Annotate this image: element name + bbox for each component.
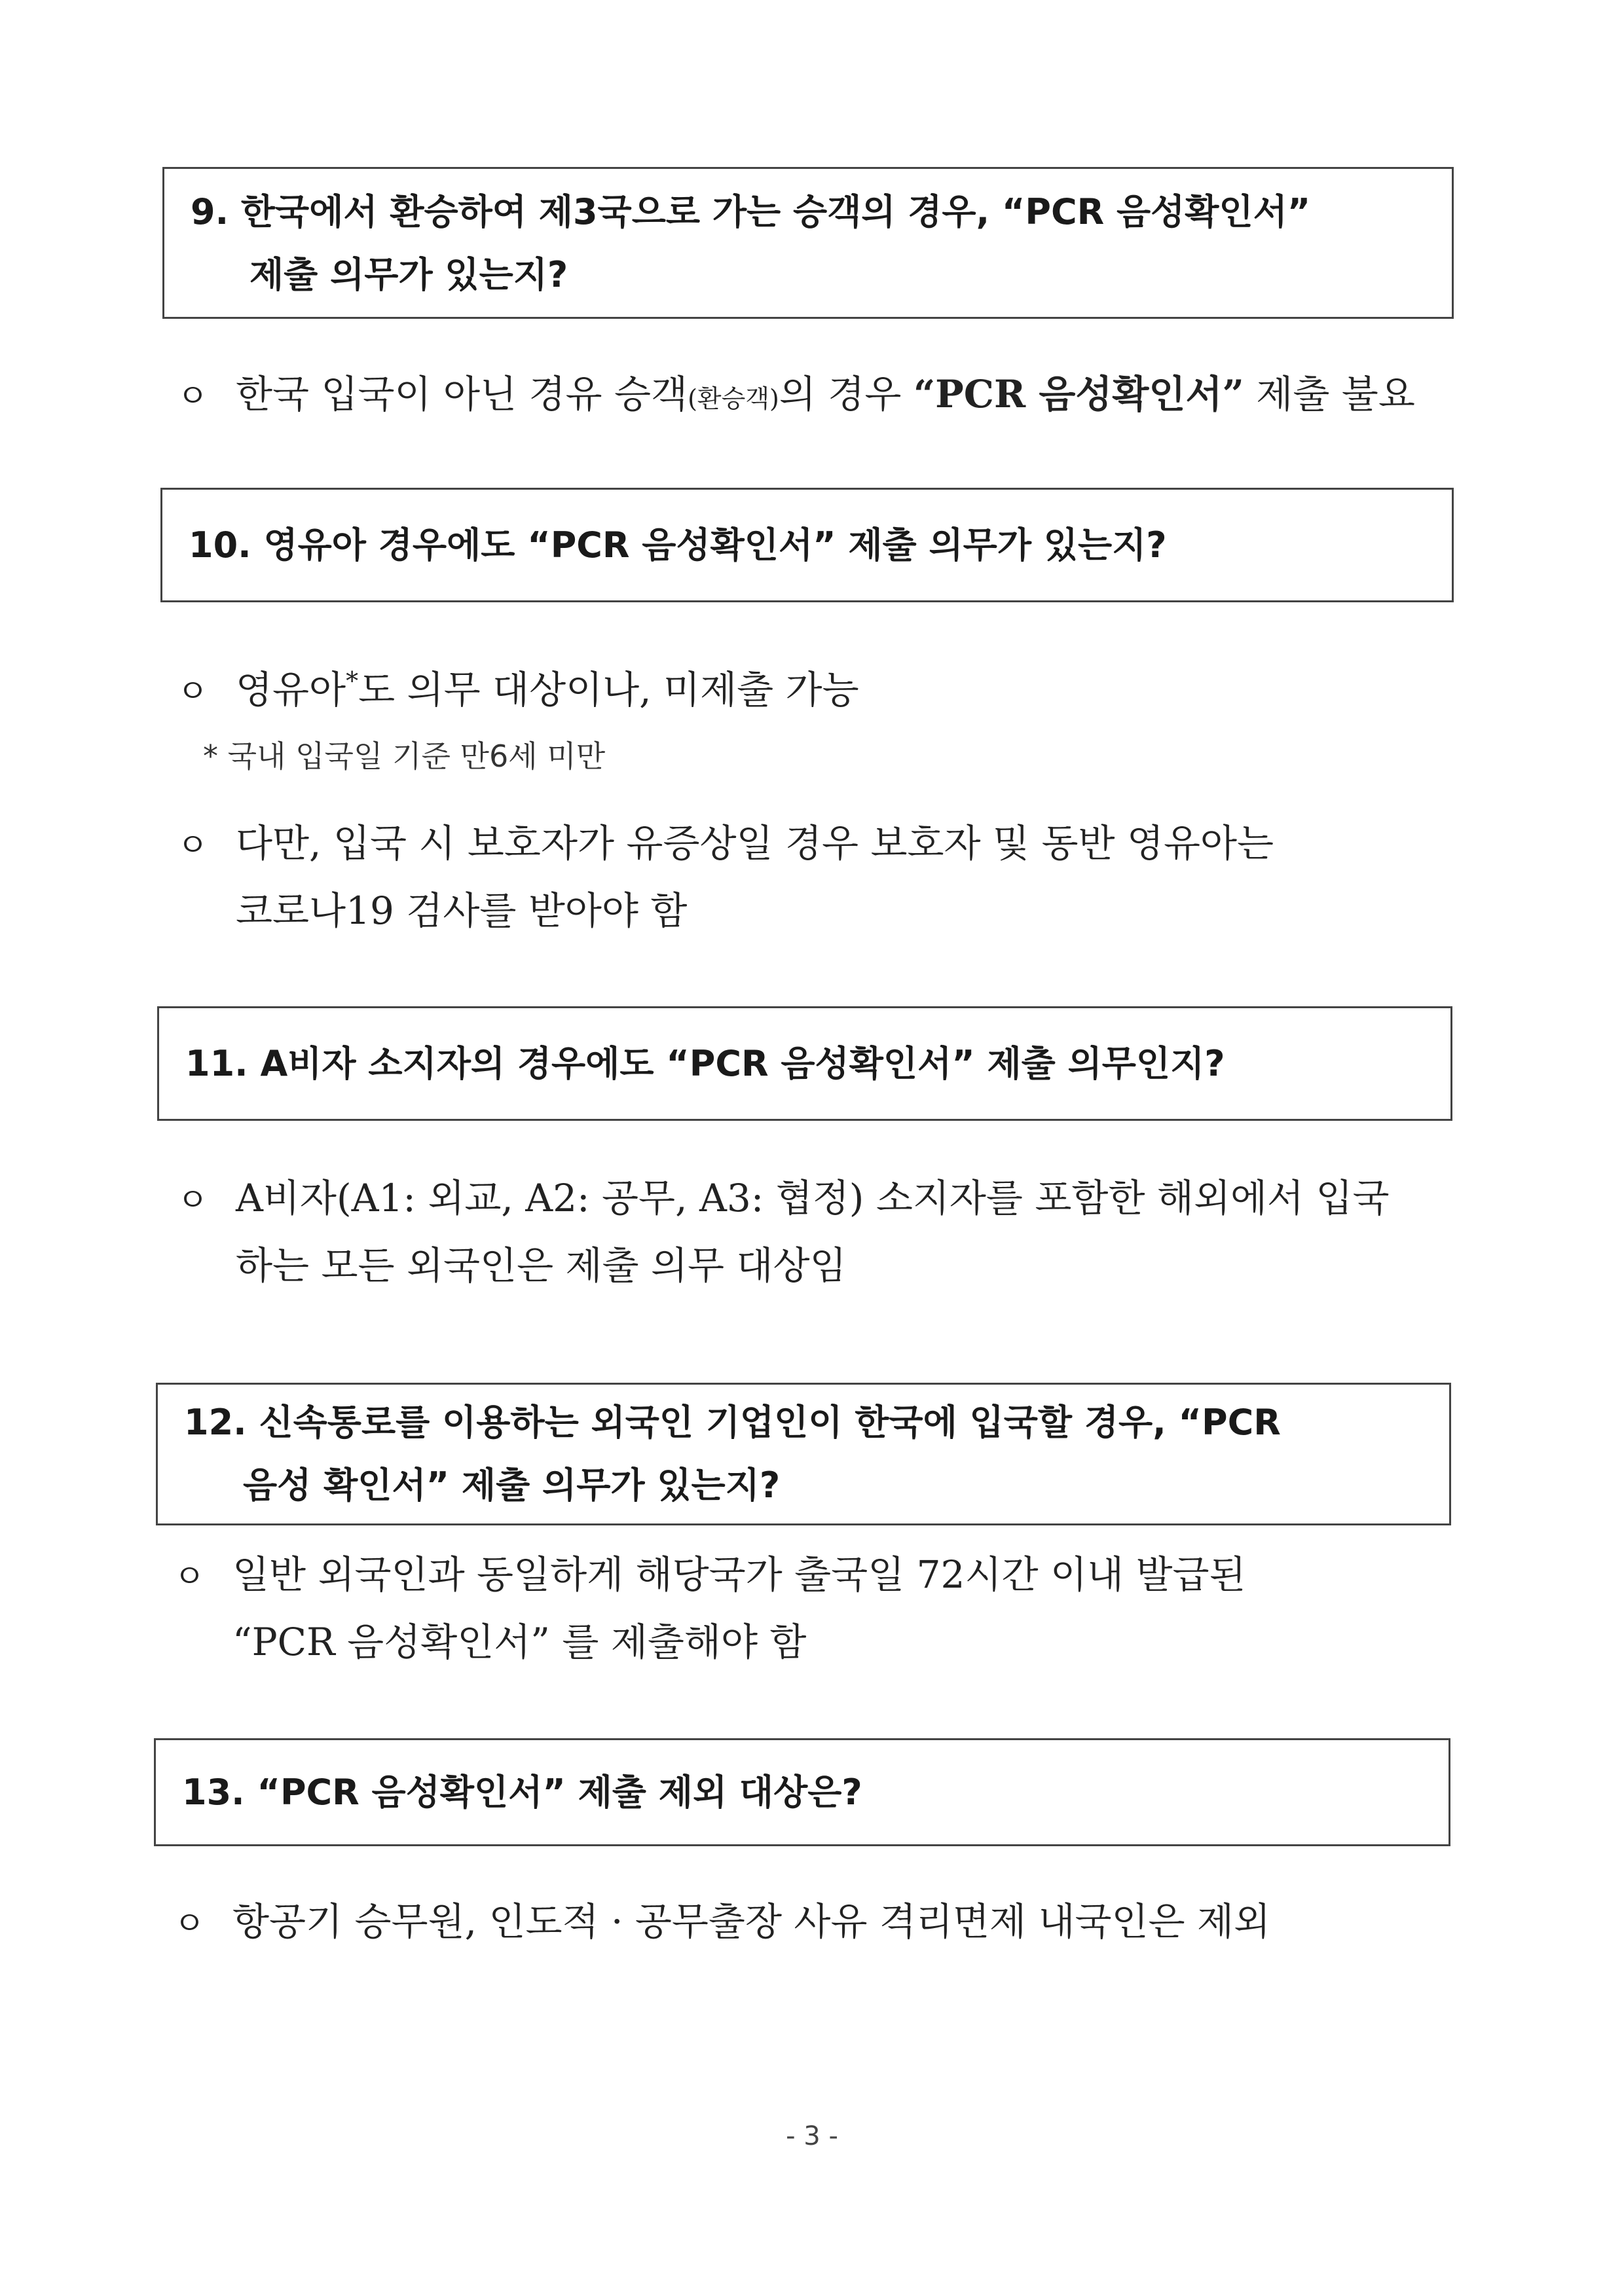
question-9-line1: 9. 한국에서 환승하여 제3국으로 가는 승객의 경우, “PCR 음성확인서” [191, 191, 1311, 232]
question-9-box [162, 167, 1454, 319]
answer-13 [174, 1889, 1270, 1956]
question-13-box [154, 1738, 1450, 1846]
answer-11-line1: A비자(A1: 외교, A2: 공무, A3: 협정) 소지자를 포함한 해외에서 입국 [236, 1176, 1390, 1220]
footnote-mark: * [346, 666, 359, 695]
answer-10-footnote: * 국내 입국일 기준 만6세 미만 [203, 738, 606, 774]
answer-9-pre: 한국 입국이 아닌 경유 승객 [236, 372, 688, 416]
answer-9-mid: 의 경우 [779, 372, 913, 416]
question-11-box [157, 1006, 1452, 1121]
question-12-line2: 음성 확인서” 제출 의무가 있는지? [243, 1465, 781, 1506]
question-9-line2: 제출 의무가 있는지? [249, 254, 568, 295]
bullet-icon: ㅇ [174, 1558, 206, 1595]
answer-12 [174, 1542, 1246, 1675]
bullet-icon: ㅇ [177, 377, 209, 415]
answer-12-line2: “PCR 음성확인서” 를 제출해야 함 [232, 1620, 807, 1664]
answer-13-line1: 항공기 승무원, 인도적 · 공무출장 사유 격리면제 내국인은 제외 [232, 1899, 1271, 1944]
answer-11-line2: 하는 모든 외국인은 제출 의무 대상임 [236, 1243, 847, 1288]
question-13-line1: 13. “PCR 음성확인서” 제출 제외 대상은? [182, 1771, 862, 1813]
answer-11 [177, 1165, 1390, 1298]
answer-9-paren: (환승객) [688, 384, 779, 413]
answer-10-b2-line2: 코로나19 검사를 받아야 함 [236, 888, 688, 933]
answer-9-post: 제출 불요 [1244, 372, 1415, 416]
answer-10-pre: 영유아 [236, 667, 346, 712]
bullet-icon: ㅇ [174, 1904, 206, 1942]
answer-10-post: 도 의무 대상이나, 미제출 가능 [358, 667, 859, 712]
answer-9 [177, 361, 1415, 431]
bullet-icon: ㅇ [177, 1181, 209, 1219]
answer-10-item-1 [177, 648, 859, 724]
bullet-icon: ㅇ [177, 672, 209, 711]
page-number: - 3 - [786, 2121, 838, 2151]
question-12-line1: 12. 신속통로를 이용하는 외국인 기업인이 한국에 입국할 경우, “PCR [184, 1402, 1281, 1443]
question-11-line1: 11. A비자 소지자의 경우에도 “PCR 음성확인서” 제출 의무인지? [185, 1042, 1225, 1084]
answer-10-item-2 [177, 811, 1274, 943]
question-12-box [156, 1383, 1451, 1525]
answer-9-bold: “PCR 음성확인서” [913, 372, 1244, 416]
answer-12-line1: 일반 외국인과 동일하게 해당국가 출국일 72시간 이내 발급된 [232, 1552, 1246, 1597]
answer-10-b2-line1: 다만, 입국 시 보호자가 유증상일 경우 보호자 및 동반 영유아는 [236, 821, 1274, 866]
question-10-box [160, 488, 1454, 602]
question-10-line1: 10. 영유아 경우에도 “PCR 음성확인서” 제출 의무가 있는지? [189, 524, 1167, 566]
bullet-icon: ㅇ [177, 826, 209, 864]
